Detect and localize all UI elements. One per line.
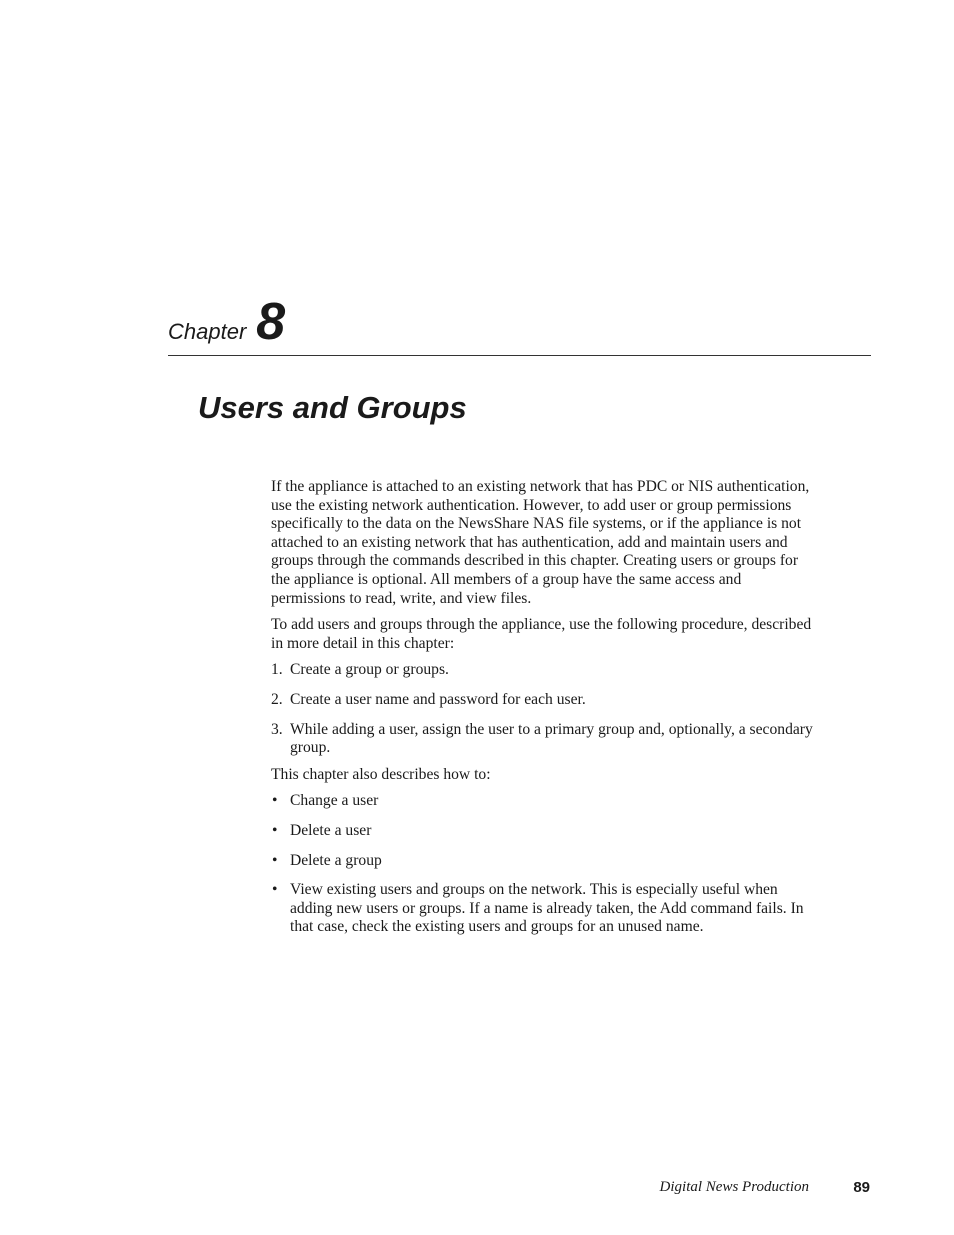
bullet-text: Delete a group — [290, 851, 382, 869]
step-number: 1. — [271, 661, 283, 679]
also-describes-list — [271, 792, 816, 937]
list-item — [271, 721, 816, 758]
chapter-divider — [168, 355, 871, 356]
procedure-steps-list — [271, 661, 816, 757]
step-text: Create a group or groups. — [290, 661, 449, 679]
list-item — [271, 852, 816, 871]
page-number: 89 — [853, 1179, 870, 1196]
bullet-icon: • — [272, 821, 278, 839]
bullet-text: Change a user — [290, 792, 379, 810]
intro-paragraph: If the appliance is attached to an existing network that has PDC or NIS authentication, use the existing network authentication. However, to add user or group permissions specifically to the data on the NewsShare NAS file systems, or if the appliance is not attached to an existing network that has authentication, add and maintain users and groups through the commands described in this chapter. Creating users or groups for the appliance is optional. All members of a group have the same access and permissions to read, write, and view files. — [271, 478, 810, 607]
bullet-text: Delete a user — [290, 821, 372, 839]
list-item — [271, 691, 816, 710]
step-text: While adding a user, assign the user to a primary group and, optionally, a secondary group. — [290, 720, 813, 757]
footer-publication-title: Digital News Production — [659, 1179, 809, 1195]
step-number: 2. — [271, 690, 283, 708]
chapter-label — [168, 293, 286, 351]
chapter-body — [271, 478, 816, 948]
bullet-icon: • — [272, 851, 278, 869]
step-text: Create a user name and password for each user. — [290, 690, 586, 708]
step-number: 3. — [271, 720, 283, 738]
procedure-intro-paragraph: To add users and groups through the appliance, use the following procedure, described in more detail in this chapter: — [271, 616, 812, 652]
chapter-word: Chapter — [168, 319, 247, 344]
list-item — [271, 822, 816, 841]
list-item — [271, 792, 816, 811]
list-item — [271, 881, 816, 937]
bullet-icon: • — [272, 881, 278, 899]
chapter-title: Users and Groups — [198, 390, 467, 425]
chapter-number: 8 — [256, 293, 286, 351]
also-describes-paragraph: This chapter also describes how to: — [271, 765, 491, 783]
list-item — [271, 661, 816, 680]
bullet-icon: • — [272, 792, 278, 810]
bullet-text: View existing users and groups on the network. This is especially useful when adding new users or groups. If a name is already taken, the Add command fails. In that case, check the existing users and groups for an unused name. — [290, 881, 804, 936]
